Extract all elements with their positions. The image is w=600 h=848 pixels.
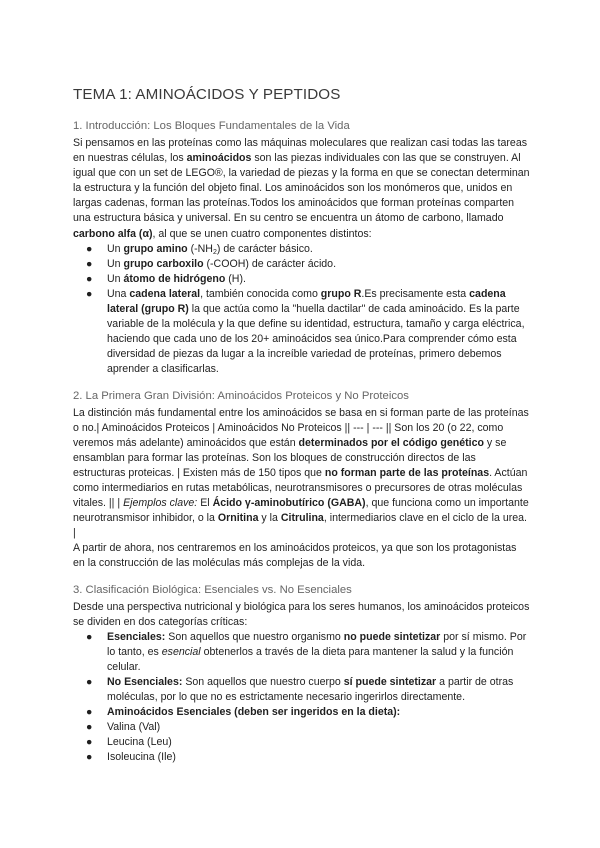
list-item: ● Valina (Val) — [107, 720, 530, 735]
list-item: ● Leucina (Leu) — [107, 735, 530, 750]
list-item: ● Un átomo de hidrógeno (H). — [107, 272, 530, 287]
list-item: ● No Esenciales: Son aquellos que nuestro cuerpo sí puede sintetizar a partir de otras moléculas, por lo que no es estrictamente necesario ingerirlos directamente. — [86, 676, 514, 704]
section-proteicos — [73, 390, 530, 572]
bullet-icon: ● — [86, 676, 93, 688]
list-item: ● Isoleucina (Ile) — [107, 750, 530, 765]
document-title: TEMA 1: AMINOÁCIDOS Y PEPTIDOS — [73, 86, 341, 103]
classification-list — [73, 630, 530, 766]
paragraph: A partir de ahora, nos centraremos en los aminoácidos proteicos, ya que son los protagonistas en la construcción de las moléculas más complejas de la vida. — [73, 542, 517, 570]
list-item: ● Un grupo amino $(-NH_2)$ de carácter básico. — [86, 242, 313, 256]
section-introduccion — [73, 120, 530, 378]
list-item: ● Esenciales: Son aquellos que nuestro organismo no puede sintetizar por sí mismo. Por lo tanto, es esencial obtenerlos a través de la dieta para mantener la salud y la función celular. — [86, 630, 527, 673]
paragraph: La distinción más fundamental entre los aminoácidos se basa en si forman parte de las proteínas o no.| Aminoácidos Proteicos | Aminoácidos No Proteicos || --- | --- || Son los 20 (o 22, como veremos más adelante) aminoácidos que están determinados por el código genético y se ensamblan para formar las proteínas. Son los bloques de construcción directos de las estructuras proteicas. | Existen más de 150 tipos que no forman parte de las proteínas. Actúan como intermediarios en rutas metabólicas, neurotransmisores o precursores de otras moléculas vitales. || | Ejemplos clave: El Ácido γ-aminobutírico (GABA), que funciona como un importante neurotransmisor inhibidor, o la Ornitina y la Citrulina, intermediarios clave en el ciclo de la urea. | — [73, 406, 529, 540]
bullet-icon: ● — [86, 272, 93, 285]
list-item: ● Un grupo carboxilo (-COOH) de carácter ácido. — [107, 257, 530, 272]
components-list — [73, 242, 530, 378]
bullet-icon: ● — [86, 257, 93, 270]
section-clasificacion — [73, 584, 530, 766]
section-heading: 2. La Primera Gran División: Aminoácidos Proteicos y No Proteicos — [73, 389, 409, 402]
list-item: ● Una cadena lateral, también conocida como grupo R.Es precisamente esta cadena lateral (grupo R) la que actúa como la "huella dactilar" de cada aminoácido. Es la parte variable de la molécula y la que define su identidad, estructura, tamaño y carga eléctrica, haciendo que cada uno de los 20+ aminoácidos sea único.Para comprender cómo esta diversidad de piezas da lugar a la increíble variedad de proteínas, primero debemos aprender a clasificarlas. — [86, 287, 525, 376]
bullet-icon: ● — [86, 287, 93, 300]
bullet-icon: ● — [86, 721, 93, 734]
paragraph: Desde una perspectiva nutricional y biológica para los seres humanos, los aminoácidos proteicos se dividen en dos categorías críticas: — [73, 600, 530, 628]
bullet-icon: ● — [86, 242, 93, 255]
section-heading: 3. Clasificación Biológica: Esenciales vs. No Esenciales — [73, 583, 352, 596]
bullet-icon: ● — [86, 706, 93, 719]
list-item: ● Aminoácidos Esenciales (deben ser ingeridos en la dieta): — [107, 705, 530, 720]
bullet-icon: ● — [86, 751, 93, 764]
bullet-icon: ● — [86, 630, 93, 643]
paragraph: Si pensamos en las proteínas como las máquinas moleculares que realizan casi todas las tareas en nuestras células, los aminoácidos son las piezas individuales con las que se construyen. Al igual que con un set de LEGO®, la variedad de piezas y la forma en que se conectan determinan la estructura y la función del objeto final. Los aminoácidos son los monómeros que, unidos en largas cadenas, forman las proteínas.Todos los aminoácidos que forman proteínas comparten una estructura básica y universal. En su centro se encuentra un átomo de carbono, llamado carbono alfa (α), al que se unen cuatro componentes distintos: — [73, 137, 530, 240]
section-heading: 1. Introducción: Los Bloques Fundamentales de la Vida — [73, 120, 350, 132]
bullet-icon: ● — [86, 736, 93, 749]
